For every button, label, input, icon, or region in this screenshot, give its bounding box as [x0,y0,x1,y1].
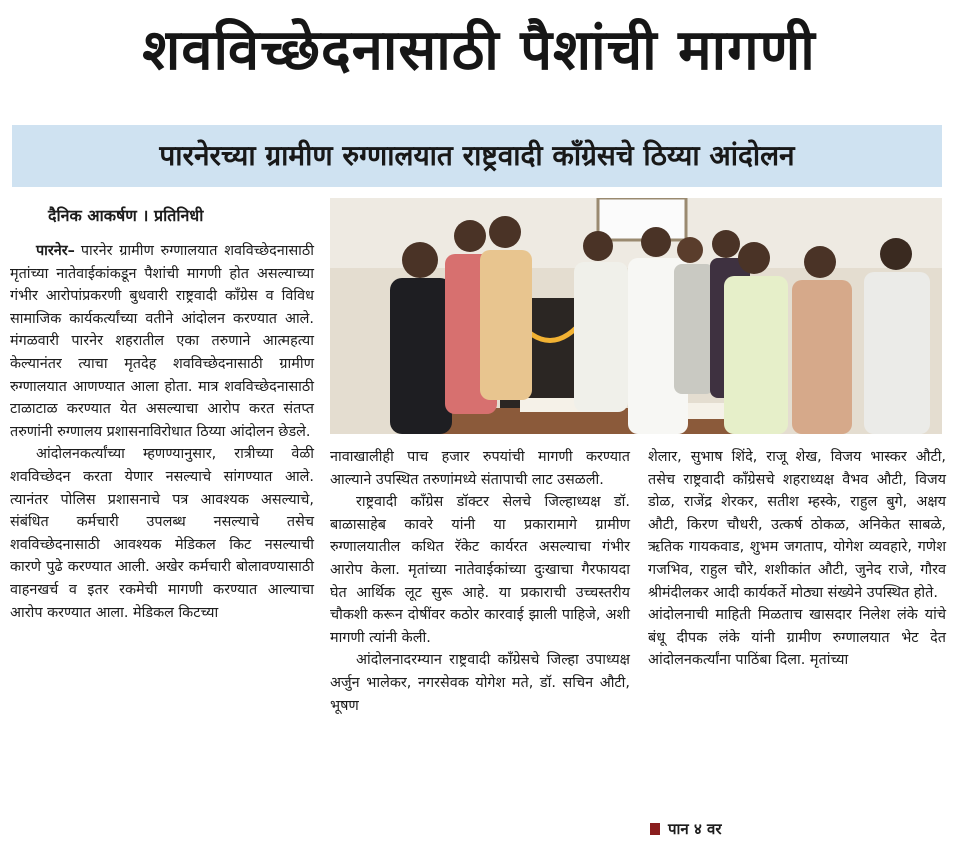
paragraph [10,240,314,443]
continued-label: पान ४ वर [668,820,722,838]
news-photo [330,198,942,434]
byline: दैनिक आकर्षण । प्रतिनिधी [48,206,204,225]
dateline: पारनेर– [36,243,75,259]
headline: शवविच्छेदनासाठी पैशांची मागणी [142,18,816,83]
paragraph: नावाखालीही पाच हजार रुपयांची मागणी करण्यात आल्याने उपस्थित तरुणांमध्ये संतापाची लाट उसळली. [330,449,630,488]
article-column-2 [330,446,630,717]
paragraph: आंदोलनाची माहिती मिळताच खासदार निलेश लंके यांचे बंधू दीपक लंके यांनी ग्रामीण रुग्णालयात भेट देत आंदोलनकर्त्यांना पाठिंबा दिला. मृतांच्या [648,607,946,669]
subheadline: पारनेरच्या ग्रामीण रुग्णालयात राष्ट्रवादी काँग्रेसचे ठिय्या आंदोलन [159,139,795,172]
paragraph: आंदोलनादरम्यान राष्ट्रवादी काँग्रेसचे जिल्हा उपाध्यक्ष अर्जुन भालेकर, नगरसेवक योगेश मते, डॉ. सचिन औटी, भूषण [330,652,630,714]
paragraph-text: पारनेर ग्रामीण रुग्णालयात शवविच्छेदनासाठी मृतांच्या नातेवाईकांकडून पैशांची मागणी होत असल्याच्या गंभीर आरोपांप्रकरणी बुधवारी राष्ट्रवादी काँग्रेस व विविध सामाजिक कार्यकर्त्यांच्या वतीने आंदोलन करण्यात आले. मंगळवारी पारनेर शहरातील एका तरुणाने आत्महत्या केल्यानंतर त्याचा मृतदेह शवविच्छेदनासाठी ग्रामीण रुग्णालयात आणण्यात आला होता. मात्र शवविच्छेदनासाठी टाळाटाळ करण्यात येत असल्याचा आरोप करत संतप्त तरुणांनी रुग्णालय प्रशासनाविरोधात ठिय्या आंदोलन छेडले. [10,243,314,440]
article-column-1 [10,240,314,624]
article-column-3 [648,446,946,672]
continued-on-page [650,818,721,840]
paragraph: राष्ट्रवादी काँग्रेस डॉक्टर सेलचे जिल्हाध्यक्ष डॉ. बाळासाहेब कावरे यांनी या प्रकारामागे ग्रामीण रुग्णालयातील कथित रॅकेट कार्यरत असल्याचा गंभीर आरोप केला. मृतांच्या नातेवाईकांच्या दुःखाचा गैरफायदा घेत आर्थिक लूट सुरू आहे. या प्रकाराची उच्चस्तरीय चौकशी करून दोषींवर कठोर कारवाई झाली पाहिजे, अशी मागणी त्यांनी केली. [330,494,630,646]
paragraph: आंदोलनकर्त्यांच्या म्हणण्यानुसार, रात्रीच्या वेळी शवविच्छेदन करता येणार नसल्याचे सांगण्यात आले. त्यानंतर पोलिस प्रशासनाचे पत्र आवश्यक असल्याचे, संबंधित कर्मचारी उपलब्ध नसल्याचे तसेच शवविच्छेदनासाठी आवश्यक मेडिकल किट नसल्याची कारणे पुढे करण्यात आली. अखेर कर्मचारी बोलावण्यासाठी वाहनखर्च व इतर रकमेची मागणी करण्यात आल्याचा आरोप करण्यात आला. मेडिकल किटच्या [10,446,314,621]
square-bullet-icon [650,823,660,835]
paragraph: शेलार, सुभाष शिंदे, राजू शेख, विजय भास्कर औटी, तसेच राष्ट्रवादी काँग्रेसचे शहराध्यक्ष वैभव औटी, विजय डोळ, राजेंद्र शेरकर, सतीश म्हस्के, राहुल बुगे, अक्षय औटी, किरण चौधरी, उत्कर्ष ठोकळ, अनिकेत साबळे, ऋतिक गायकवाड, शुभम जगताप, योगेश व्यवहारे, गणेश गजभिव, राहुल चौरे, शशीकांत औटी, जुनेद राजे, गौरव श्रीमंदीलकर आदी कार्यकर्ते मोठ्या संख्येने उपस्थित होते. [648,449,946,601]
